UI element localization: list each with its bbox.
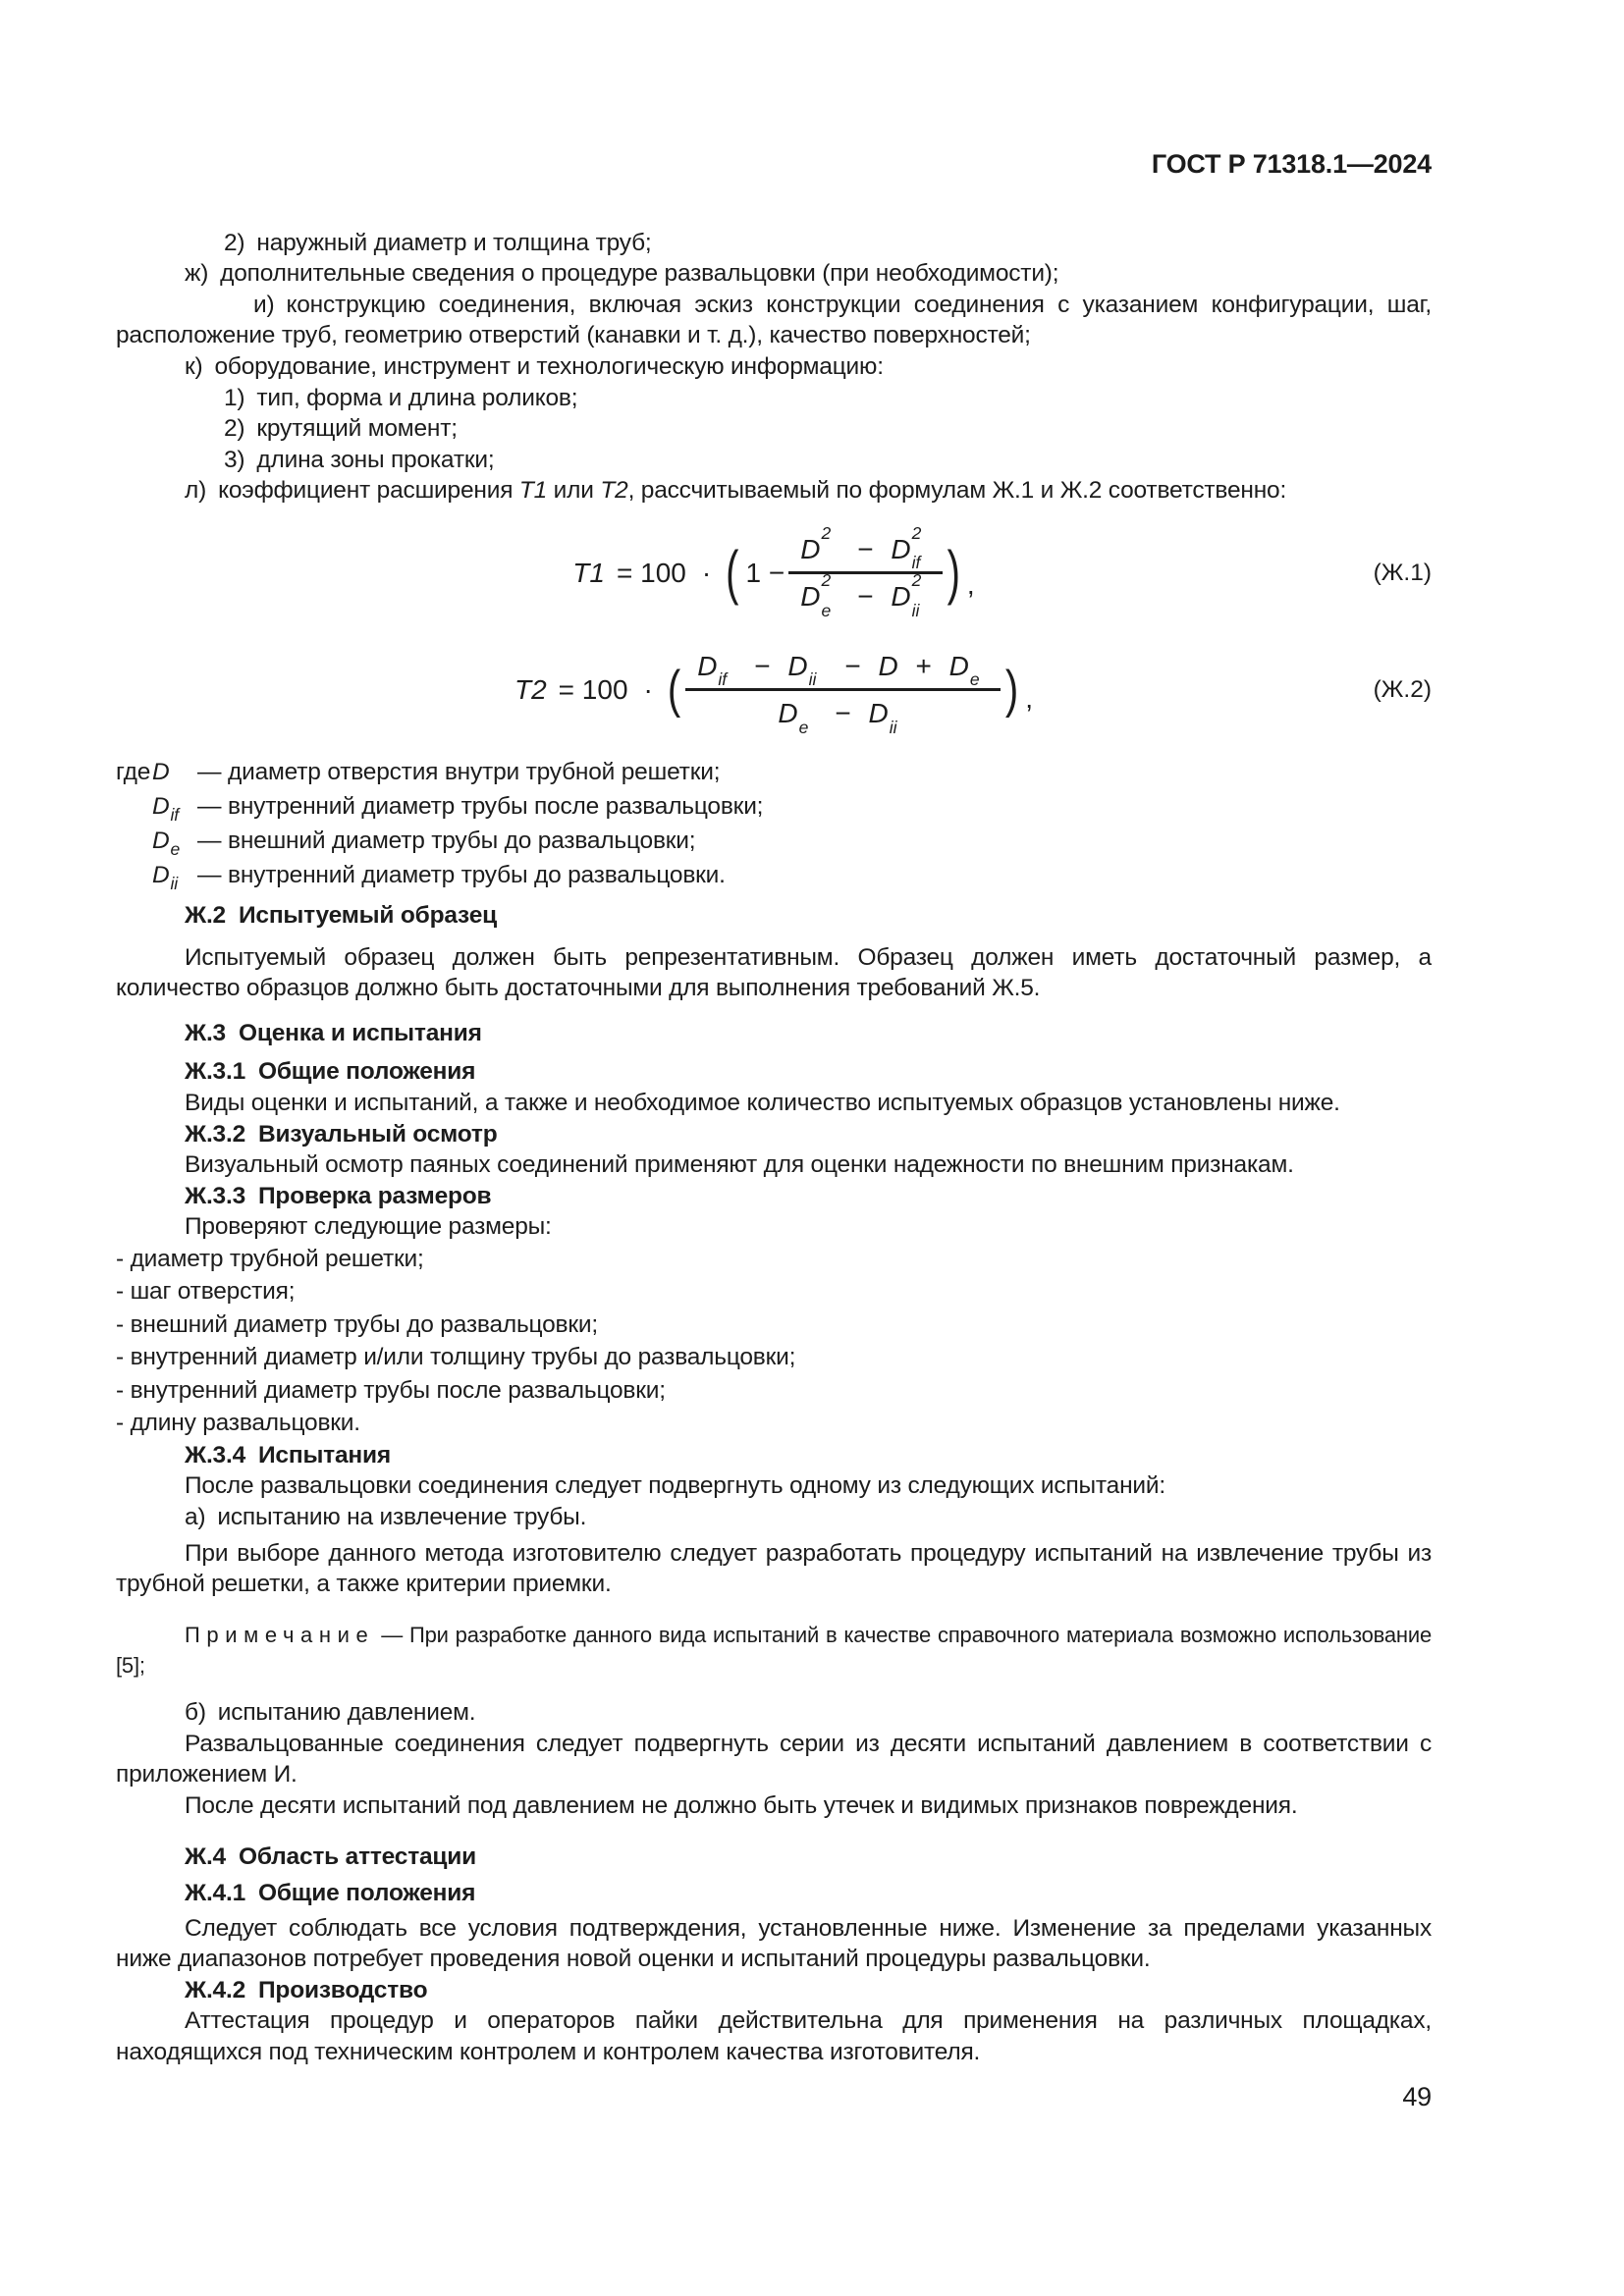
note-label: Примечание (185, 1622, 375, 1647)
one-minus: 1 − (745, 558, 785, 589)
list-item-text: или (547, 477, 601, 505)
subscript: if (718, 668, 728, 689)
subscript: ii (170, 873, 178, 893)
list-item-k2 (116, 413, 1432, 445)
section-heading-zh31 (116, 1056, 1432, 1088)
heading-title: Производство (258, 1976, 428, 2003)
dash-list-item: - шаг отверстия; (116, 1278, 296, 1306)
list-item-text: испытанию давлением. (217, 1699, 476, 1727)
paragraph-zh41: Следует соблюдать все условия подтверждения, установленные ниже. Изменение за пределами указанных ниже диапазонов потребует проведения новой оценки и испытаний процедуры развальцовки. (116, 1914, 1432, 1973)
heading-title: Испытуемый образец (238, 901, 498, 929)
dash: — (197, 827, 222, 854)
list-item-k (116, 351, 1432, 383)
list-item-text: испытанию на извлечение трубы. (217, 1504, 587, 1531)
list-item-text: коэффициент расширения (218, 477, 519, 505)
list-item-text: оборудование, инструмент и технологическую информацию: (214, 352, 884, 380)
list-item-zh (116, 258, 1432, 290)
superscript: 2 (821, 570, 832, 591)
heading-number: Ж.3.2 (185, 1120, 246, 1148)
formula-lhs: T2 (514, 674, 547, 706)
heading-number: Ж.4.1 (185, 1880, 246, 1906)
list-marker: и) (253, 291, 275, 318)
multiply-dot: · (701, 558, 712, 589)
list-item-text: дополнительные сведения о процедуре развальцовки (при необходимости); (220, 260, 1059, 288)
paragraph-after-tests: После десяти испытаний под давлением не должно быть утечек и видимых признаков повреждения. (185, 1791, 1298, 1819)
formula-zh1 (116, 522, 1432, 620)
var-base: D (697, 650, 718, 681)
minus-op: − (844, 650, 861, 681)
term-d-e (152, 825, 197, 859)
fraction (788, 522, 942, 620)
formula-zh2 (116, 650, 1432, 737)
list-marker: а) (185, 1504, 206, 1531)
var-d-ii (891, 570, 922, 620)
heading-title: Оценка и испытания (238, 1019, 482, 1046)
list-item-text: длина зоны прокатки; (256, 446, 495, 473)
list-item-text: конструкцию соединения, включая эскиз конструкции соединения с указанием конфигурации, шаг, расположение труб, геометрию отверстий (канавки и т. д.), качество поверхностей; (116, 291, 1432, 349)
superscript: 2 (821, 522, 832, 543)
var-base: D (891, 581, 911, 613)
list-marker: 2) (224, 229, 245, 256)
section-heading-zh32 (116, 1119, 1432, 1150)
var-t2: T2 (600, 477, 628, 505)
heading-number: Ж.3.4 (185, 1441, 246, 1468)
open-paren: ( (726, 540, 739, 607)
subscript: ii (808, 668, 817, 689)
list-item-text: наружный диаметр и толщина труб; (256, 229, 652, 256)
heading-title: Область аттестации (238, 1843, 477, 1871)
section-heading-zh41 (116, 1878, 1432, 1909)
list-item-k1 (116, 383, 1432, 414)
heading-title: Испытания (258, 1441, 391, 1468)
list-marker: л) (185, 477, 207, 505)
heading-number: Ж.4.2 (185, 1976, 246, 2003)
var-base: D (152, 861, 170, 888)
var-d-e (948, 650, 980, 689)
close-paren: ) (1004, 661, 1019, 719)
heading-title: Общие положения (258, 1058, 476, 1086)
paragraph-zh31: Виды оценки и испытаний, а также и необходимое количество испытуемых образцов установлены ниже. (185, 1089, 1340, 1116)
dash-list-item: - внешний диаметр трубы до развальцовки; (116, 1310, 598, 1338)
dash-list-item: - диаметр трубной решетки; (116, 1245, 424, 1272)
heading-title: Проверка размеров (258, 1182, 492, 1209)
heading-number: Ж.4 (185, 1843, 226, 1871)
section-heading-zh3 (116, 1018, 1432, 1049)
list-item-i (116, 290, 1432, 351)
multiply-dot: · (643, 674, 653, 706)
definition-row (116, 825, 1432, 859)
list-item-text: тип, форма и длина роликов; (256, 384, 578, 411)
var-base: D (868, 698, 889, 729)
var-base: D (878, 650, 898, 681)
close-paren: ) (947, 540, 960, 607)
where-spacer (116, 790, 152, 825)
dash-list (116, 1243, 1432, 1440)
var-d (800, 522, 832, 565)
where-spacer (116, 825, 152, 859)
subscript: if (911, 552, 921, 572)
fraction-numerator (788, 522, 942, 575)
minus-op: − (857, 533, 874, 564)
list-item-2 (116, 228, 1432, 259)
dash: — (197, 861, 222, 888)
subscript: e (798, 717, 809, 737)
fraction-denominator (788, 570, 942, 620)
open-paren: ( (667, 661, 681, 719)
section-heading-zh2 (116, 900, 1432, 932)
subscript: ii (911, 600, 920, 620)
section-heading-zh42 (116, 1975, 1432, 2006)
section-heading-zh4 (116, 1842, 1432, 1873)
list-item-b (116, 1697, 1432, 1729)
paragraph-zh34: После развальцовки соединения следует подвергнуть одному из следующих испытаний: (185, 1472, 1166, 1500)
list-item-text: , рассчитываемый по формулам Ж.1 и Ж.2 соответственно: (627, 477, 1287, 505)
page-content (116, 0, 1432, 2112)
var-d-ii (868, 698, 897, 737)
dash: — (197, 792, 222, 820)
list-marker: 1) (224, 384, 245, 411)
heading-number: Ж.2 (185, 901, 226, 929)
doc-number: ГОСТ Р 71318.1—2024 (1151, 149, 1432, 179)
fraction (685, 649, 1001, 737)
superscript: 2 (911, 522, 922, 543)
var-base: D (152, 792, 170, 820)
list-marker: б) (185, 1699, 206, 1727)
subscript: ii (889, 717, 897, 737)
dash: — (197, 758, 222, 785)
minus-op: − (754, 650, 771, 681)
subscript: e (821, 600, 832, 620)
definition-row (116, 859, 1432, 893)
term-description: внутренний диаметр трубы после развальцовки; (228, 792, 764, 820)
var-d-if (697, 650, 728, 689)
paragraph-zh33: Проверяют следующие размеры: (185, 1213, 552, 1241)
term-description: внутренний диаметр трубы до развальцовки. (228, 861, 726, 888)
term-description: внешний диаметр трубы до развальцовки; (228, 827, 696, 854)
list-marker: ж) (185, 260, 209, 288)
paragraph-zh2: Испытуемый образец должен быть репрезентативным. Образец должен иметь достаточный размер, а количество образцов должно быть достаточными для выполнения требований Ж.5. (116, 943, 1432, 1002)
heading-title: Визуальный осмотр (258, 1120, 498, 1148)
subscript: e (170, 838, 181, 859)
var-base: D (800, 533, 821, 564)
var-base: D (948, 650, 969, 681)
paragraph-zh32: Визуальный осмотр паяных соединений применяют для оценки надежности по внешним признакам. (185, 1151, 1294, 1179)
list-item-a (116, 1502, 1432, 1533)
where-label: где (116, 758, 151, 785)
heading-number: Ж.3.1 (185, 1058, 246, 1086)
subscript: if (170, 804, 179, 825)
list-marker: 3) (224, 446, 245, 473)
var-base: D (152, 827, 170, 854)
heading-number: Ж.3 (185, 1019, 226, 1046)
section-heading-zh34 (116, 1440, 1432, 1471)
formula-lhs: T1 (572, 558, 605, 589)
definition-row (116, 756, 1432, 790)
var-base: D (778, 698, 798, 729)
term-d-ii (152, 859, 197, 893)
var-t1: T1 (518, 477, 548, 505)
paragraph-pressure: Развальцованные соединения следует подвергнуть серии из десяти испытаний давлением в соответствии с приложением И. (116, 1730, 1432, 1789)
term-d (152, 756, 197, 790)
note (116, 1620, 1432, 1682)
list-item-k3 (116, 445, 1432, 476)
comma: , (966, 569, 975, 601)
plus-op: + (915, 650, 932, 681)
where-definitions (116, 756, 1432, 893)
var-base: D (800, 581, 821, 613)
note-text: — При разработке данного вида испытаний в качестве справочного материала возможно использование [5]; (116, 1622, 1432, 1679)
heading-number: Ж.3.3 (185, 1182, 246, 1209)
paragraph-extraction: При выборе данного метода изготовителю следует разработать процедуру испытаний на извлечение трубы из трубной решетки, а также критерии приемки. (116, 1539, 1432, 1598)
var-d-if (891, 522, 922, 572)
fraction-denominator (766, 691, 919, 737)
term-d-if (152, 790, 197, 825)
where-spacer (116, 859, 152, 893)
equation-number-zh2: (Ж.2) (1373, 676, 1432, 704)
dash-list-item: - длину развальцовки. (116, 1410, 360, 1437)
page-number: 49 (1402, 2081, 1432, 2111)
definition-row (116, 790, 1432, 825)
fraction-numerator (685, 649, 1001, 692)
var-d-e (778, 698, 809, 737)
var-base: D (787, 650, 808, 681)
list-item-text: крутящий момент; (256, 415, 458, 443)
var-d-e (800, 570, 832, 620)
list-item-l (116, 475, 1432, 507)
appendix-list (116, 228, 1432, 507)
equation-number-zh1: (Ж.1) (1373, 560, 1432, 587)
term-description: диаметр отверстия внутри трубной решетки; (228, 758, 721, 785)
dash-list-item: - внутренний диаметр и/или толщину трубы до развальцовки; (116, 1344, 796, 1371)
var-base: D (891, 533, 911, 564)
subscript: e (969, 668, 980, 689)
var-d-ii (787, 650, 817, 689)
heading-title: Общие положения (258, 1880, 476, 1906)
equals-100: = 100 (558, 674, 628, 706)
list-marker: к) (185, 352, 203, 380)
minus-op: − (857, 581, 874, 613)
list-marker: 2) (224, 415, 245, 443)
superscript: 2 (911, 570, 922, 591)
comma: , (1025, 683, 1033, 715)
equals-100: = 100 (616, 558, 686, 589)
minus-op: − (835, 698, 851, 729)
section-heading-zh33 (116, 1181, 1432, 1212)
var-base: D (152, 758, 170, 785)
paragraph-zh42: Аттестация процедур и операторов пайки действительна для применения на различных площадках, находящихся под техническим контролем и контролем качества изготовителя. (116, 2007, 1432, 2065)
dash-list-item: - внутренний диаметр трубы после развальцовки; (116, 1376, 666, 1404)
var-d (879, 651, 898, 682)
